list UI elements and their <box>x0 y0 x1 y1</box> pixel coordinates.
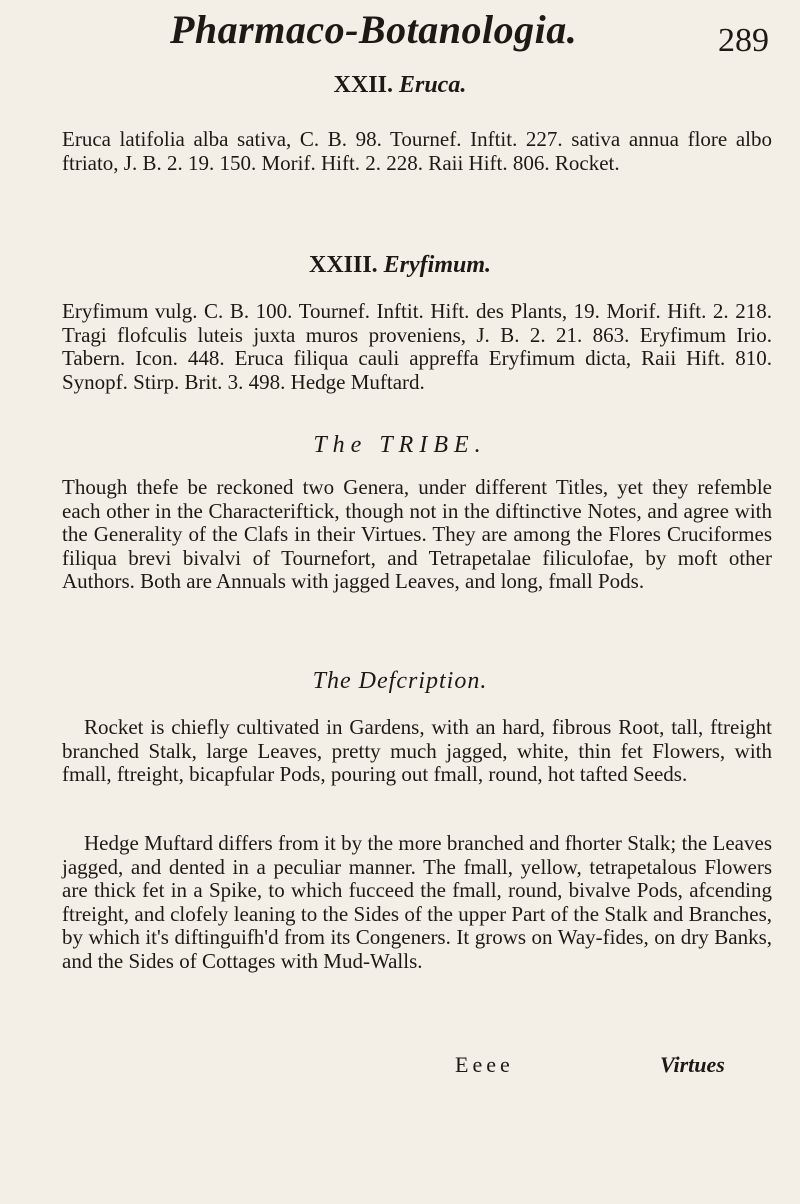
description-hedge-mustard: Hedge Muftard differs from it by the more branched and fhorter Stalk; the Leaves jagged, and dented in a peculiar manner. The fmall, yellow, tetrapetalous Flowers are thick fet in a Spike, to which fucceed the fmall, round, bivalve Pods, afcending ftreight, and clofely leaning to the Sides of the upper Part of the Stalk and Branches, by which it's diftinguifh'd from its Congeners. It grows on Way-fides, on dry Banks, and the Sides of Cottages with Mud-Walls. <box>62 831 772 973</box>
signature-mark: Eeee <box>455 1052 514 1077</box>
section-name: Eruca. <box>398 72 467 98</box>
description-rocket: Rocket is chiefly cultivated in Gardens, with an hard, fibrous Root, tall, ftreight branched Stalk, large Leaves, pretty much jagged, white, thin fet Flowers, with fmall, ftreight, bicapfular Pods, pouring out fmall, round, hot tafted Seeds. <box>62 715 772 786</box>
section-heading-eryfimum <box>0 252 800 279</box>
eruca-synonyms: Eruca latifolia alba sativa, C. B. 98. Tournef. Inftit. 227. sativa annua flore albo ftriato, J. B. 2. 19. 150. Morif. Hift. 2. 228. Raii Hift. 806. Rocket. <box>62 127 772 175</box>
page-number: 289 <box>718 22 769 59</box>
eryfimum-synonyms: Eryfimum vulg. C. B. 100. Tournef. Inftit. Hift. des Plants, 19. Morif. Hift. 2. 218. Tragi flofculis luteis juxta muros proveniens, J. B. 2. 21. 863. Eryfimum Irio. Tabern. Icon. 448. Eruca filiqua cauli appreffa Eryfimum dicta, Raii Hift. 810. Synopf. Stirp. Brit. 3. 498. Hedge Muftard. <box>62 299 772 394</box>
section-name: Eryfimum. <box>383 252 492 278</box>
catchword: Virtues <box>660 1052 725 1077</box>
tribe-paragraph: Though thefe be reckoned two Genera, under different Titles, yet they refemble each other in the Characteriftick, though not in the diftinctive Notes, and agree with the Generality of the Clafs in their Virtues. They are among the Flores Cruciformes filiqua brevi bivalvi of Tournefort, and Tetrapetalae filiculofae, by moft other Authors. Both are Annuals with jagged Leaves, and long, fmall Pods. <box>62 475 772 593</box>
section-heading-eruca <box>0 72 800 99</box>
section-number: XXII. <box>333 72 393 98</box>
section-number: XXIII. <box>308 252 378 278</box>
running-title: Pharmaco-Botanologia. <box>170 7 578 52</box>
description-title: The Defcription. <box>312 668 488 694</box>
tribe-title: The TRIBE. <box>313 432 487 458</box>
